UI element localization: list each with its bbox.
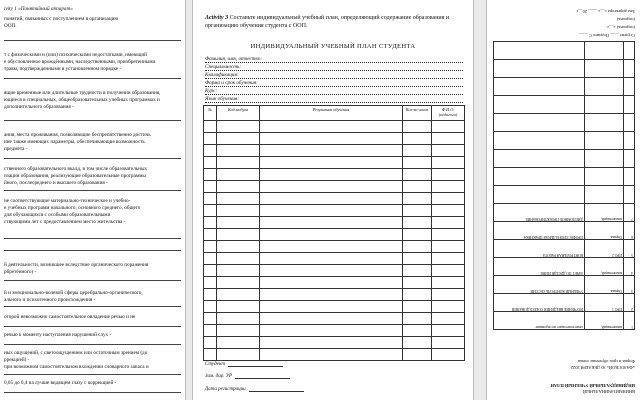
answer-line	[4, 326, 181, 327]
answer-line	[4, 78, 181, 79]
table-row[interactable]	[204, 205, 465, 217]
table-row[interactable]	[204, 157, 465, 169]
right-header-line-1: Зам директора «__» ____ 20__г.	[575, 9, 635, 14]
left-line-28: 0,05 до 0,4 на лучше видящем глазу с коррекцией -	[4, 380, 117, 386]
right-footer-line-2: ИНДИВИДУАЛЬНЫЙ УЧЕБНЫЙ ПЛАН	[550, 383, 635, 388]
table-row[interactable]	[204, 313, 465, 325]
left-line-6: ящие временные или длительные трудности в получении образования,	[4, 90, 161, 96]
right-header-line-4: Студент ____ Подпись С ____	[578, 33, 635, 38]
field-specialty[interactable]: Специальность:	[205, 64, 463, 72]
answer-line	[4, 374, 181, 375]
table-row[interactable]	[204, 121, 465, 133]
table-row[interactable]	[204, 349, 465, 361]
left-line-4: е обусловленное врождёнными, наследственными, приобретенными	[4, 59, 156, 65]
table-row[interactable]	[204, 229, 465, 241]
answer-line	[4, 280, 181, 281]
table-row	[494, 150, 635, 168]
col-number: №	[204, 106, 217, 121]
answer-line	[4, 40, 181, 41]
activity-instruction	[205, 14, 463, 30]
table-row[interactable]	[204, 241, 465, 253]
right-document-page	[486, 0, 640, 400]
activity-text: Составьте индивидуальный учебный план, определяющий содержание образования и организацию обучения студента с ООП.	[205, 15, 450, 29]
field-full-name[interactable]: Фамилия, имя, отчество:	[205, 56, 463, 64]
left-line-18: ствующими лет с предоставлением место жительства -	[4, 219, 126, 225]
table-row[interactable]	[204, 325, 465, 337]
left-line-1: понятий, связанных с поступлением в организацию	[4, 16, 119, 22]
answer-line	[4, 238, 181, 239]
left-line-2: ООП.	[4, 23, 17, 29]
left-line-17: для обучающихся с особыми образовательными	[4, 212, 111, 218]
table-row	[494, 114, 635, 132]
table-row[interactable]	[204, 289, 465, 301]
field-study-form[interactable]: Форма и срок обучения:	[205, 80, 463, 88]
col-learning-outcome: Результат обучения	[260, 106, 403, 121]
answer-line	[4, 306, 181, 307]
table-row[interactable]	[204, 301, 465, 313]
left-line-12: ственного образовательного вкалд, в том числе образовательных	[4, 166, 148, 172]
rotated-page-content	[487, 0, 640, 400]
field-language[interactable]: Язык обучения:	[205, 96, 463, 104]
answer-line	[4, 250, 181, 251]
right-header-line-2: (подпись)	[616, 17, 635, 22]
left-line-14: йного, послесреднего и высшего образования -	[4, 180, 108, 186]
left-line-7: ющиеся в специальных, общеобразовательных учебных программах и	[4, 97, 160, 103]
col-hours: Кол-во часов	[403, 106, 432, 121]
left-line-8: дополнительного образования -	[4, 104, 74, 110]
table-row	[494, 132, 635, 150]
left-line-20: рбретённого) -	[4, 269, 37, 275]
right-plan-table	[493, 41, 635, 330]
left-line-15: не соответствующие материально-техническое и учебно-	[4, 198, 131, 204]
table-row	[494, 168, 635, 186]
left-line-22: ального и психогенного происхождения -	[4, 297, 96, 303]
table-row	[494, 96, 635, 114]
table-row: 4 компетенций, ЗАЧЕТ ПО ДИСЦИПЛИНЕ	[494, 258, 635, 276]
table-row: 2 ПРО 1 ИЗУЧЕНИЕ ВВЕДЕНИЯ СОБЕСЕДОВАНИЯ	[494, 294, 635, 312]
left-line-24: речью к моменту наступления нарушений слух -	[4, 332, 112, 338]
table-header-row	[204, 106, 465, 121]
table-row[interactable]	[204, 145, 465, 157]
col-module-code: Код модуля	[217, 106, 260, 121]
table-row: 1 компетенций, самостоятельное исследование	[494, 312, 635, 330]
col-teacher: Ф.И.О. (педагога)	[432, 106, 465, 121]
signature-registration-date[interactable]: Дата регистрации	[205, 387, 304, 392]
table-row: 5 ПРО 2 КОНТРОЛЬНАЯ РАБОТА	[494, 240, 635, 258]
signature-deputy-director[interactable]: Зам. дир. УР	[205, 374, 290, 379]
table-row: 3 Оценка УЧЕБНЫЙ КОНТРОЛЬ СЕССИИ	[494, 276, 635, 294]
table-row: 6 Оценка ПРОФЕССИОНАЛЬНАЯ ПРАКТИКА	[494, 222, 635, 240]
right-footer-line-4: Форма и срок обучения: очная	[578, 359, 635, 364]
answer-line	[4, 158, 181, 159]
left-line-26: ррекцией) -	[4, 357, 30, 363]
table-row[interactable]	[204, 337, 465, 349]
table-row	[494, 78, 635, 96]
left-line-11: предмета -	[4, 146, 28, 152]
answer-line	[4, 120, 181, 121]
table-row[interactable]	[204, 133, 465, 145]
right-footer-line-3: «ФАЗОСВОЙ» 30 ДЕКАБРЯ 2022	[570, 365, 635, 370]
left-line-19: й деятельности, возникшее вследствие органического поражения	[4, 262, 149, 268]
left-line-3: т с физическими и (или) психическими недостатками, имеющий	[4, 52, 147, 58]
left-document-page	[0, 0, 186, 400]
study-plan-table	[203, 105, 465, 361]
left-title-text: ivity 1 «Понятийный аппарат»	[4, 6, 73, 12]
table-row[interactable]	[204, 193, 465, 205]
table-row[interactable]	[204, 253, 465, 265]
answer-line	[4, 190, 181, 191]
table-row	[494, 186, 635, 204]
plan-heading: ИНДИВИДУАЛЬНЫЙ УЧЕБНЫЙ ПЛАН СТУДЕНТА	[250, 43, 416, 50]
left-line-25: ных ощущений, с светоощущением или остаточным зрением (до	[4, 350, 148, 356]
left-line-13: изации образования, реализующие образовательные программы	[4, 173, 146, 179]
table-row[interactable]	[204, 277, 465, 289]
table-row[interactable]	[204, 265, 465, 277]
left-line-5: травм, подтвержденными в установленном порядке -	[4, 66, 122, 72]
answer-line	[4, 392, 181, 393]
table-row[interactable]	[204, 217, 465, 229]
left-line-10: ние также имеющих параметры, обеспечивающие возможность	[4, 139, 145, 145]
left-line-27: при возможном самостоятельном вхождении словарного запаса и	[4, 364, 149, 370]
signature-student[interactable]: Студент	[205, 362, 283, 367]
left-line-9: ания, места проживания, позволяющие беспрепятственно достичь	[4, 132, 151, 138]
middle-document-page	[192, 0, 474, 400]
table-row	[494, 42, 635, 60]
left-line-23: оторой невозможно самостоятельное овладение речью и не	[4, 314, 136, 320]
field-course[interactable]: Курс:	[205, 88, 463, 96]
left-line-16: е учебных программ начального, основного среднего, общего	[4, 205, 141, 211]
table-row	[494, 60, 635, 78]
field-qualification[interactable]: Квалификация:	[205, 72, 463, 80]
right-header-line-3: (подпись) «__»	[606, 25, 635, 30]
table-row[interactable]	[204, 181, 465, 193]
left-line-21: й и эмоционально-волевой сферы церебрально-органического,	[4, 290, 143, 296]
table-row: 7 компетенций, ДИПЛОМНОЕ ПРОЕКТИРОВАНИЕ	[494, 204, 635, 222]
right-footer-line-1: ВНИЯМИЗАЧИНАЛЬНЫЙ	[582, 389, 635, 394]
table-row[interactable]	[204, 169, 465, 181]
left-title	[4, 6, 181, 13]
answer-line	[4, 344, 181, 345]
activity-label: Activity 3	[205, 15, 229, 21]
